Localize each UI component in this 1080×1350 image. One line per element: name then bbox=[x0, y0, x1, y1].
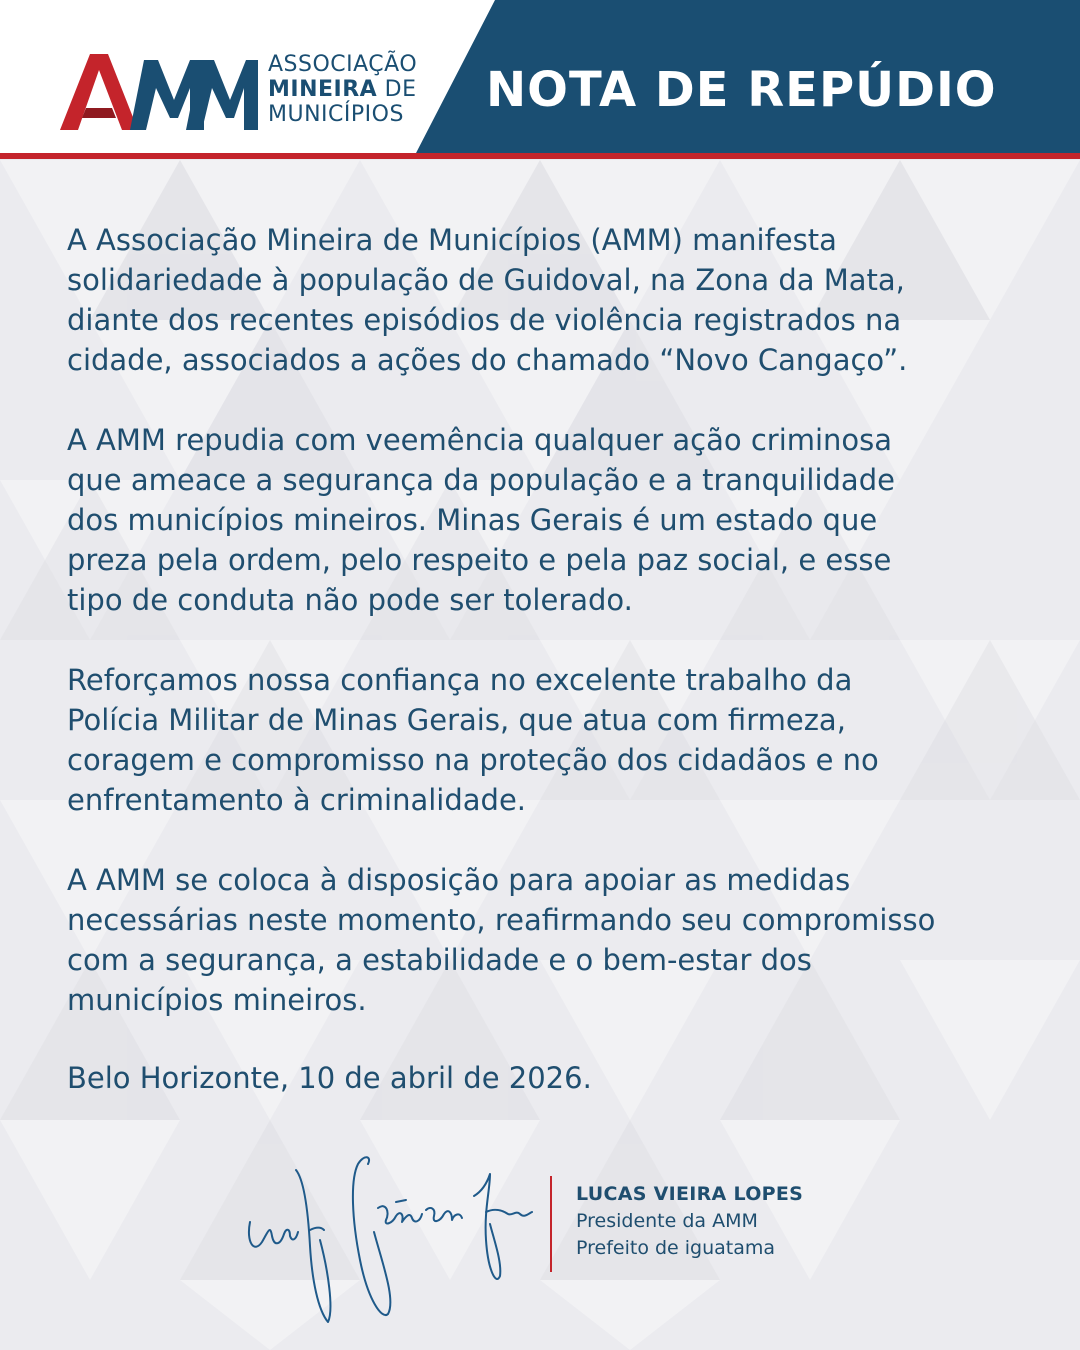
paragraph-line: diante dos recentes episódios de violência registrados na bbox=[67, 303, 902, 337]
signature-divider bbox=[550, 1176, 552, 1272]
paragraph-line: coragem e compromisso na proteção dos cidadãos e no bbox=[67, 743, 879, 777]
paragraph-2 bbox=[67, 420, 1027, 620]
header-red-stripe bbox=[0, 153, 1080, 159]
logo-line-2-rest: DE bbox=[377, 77, 417, 102]
date-line: Belo Horizonte, 10 de abril de 2026. bbox=[67, 1061, 592, 1095]
paragraph-3 bbox=[67, 660, 1027, 820]
paragraph-line: tipo de conduta não pode ser tolerado. bbox=[67, 583, 633, 617]
paragraph-line: necessárias neste momento, reafirmando seu compromisso bbox=[67, 903, 936, 937]
logo-line-3: MUNICÍPIOS bbox=[268, 102, 404, 127]
paragraph-line: cidade, associados a ações do chamado “Novo Cangaço”. bbox=[67, 343, 908, 377]
logo-line-2 bbox=[268, 77, 417, 102]
signer-name: LUCAS VIEIRA LOPES bbox=[576, 1183, 804, 1205]
signer-role-1: Presidente da AMM bbox=[576, 1210, 758, 1232]
paragraph-line: Reforçamos nossa confiança no excelente trabalho da bbox=[67, 663, 853, 697]
paragraph-line: preza pela ordem, pelo respeito e pela paz social, e esse bbox=[67, 543, 892, 577]
paragraph-1 bbox=[67, 220, 1027, 380]
header bbox=[0, 0, 1080, 160]
paragraph-line: Polícia Militar de Minas Gerais, que atua com firmeza, bbox=[67, 703, 846, 737]
paragraph-line: solidariedade à população de Guidoval, na Zona da Mata, bbox=[67, 263, 905, 297]
statement-body bbox=[67, 220, 1027, 1060]
paragraph-line: que ameace a segurança da população e a tranquilidade bbox=[67, 463, 895, 497]
logo-line-1: ASSOCIAÇÃO bbox=[268, 52, 418, 77]
amm-logo-mark-icon bbox=[60, 54, 258, 130]
signer-block bbox=[576, 1180, 803, 1262]
handwritten-signature bbox=[240, 1150, 540, 1330]
paragraph-line: A AMM repudia com veemência qualquer ação criminosa bbox=[67, 423, 893, 457]
amm-logo-wordmark bbox=[268, 52, 417, 127]
paragraph-line: A AMM se coloca à disposição para apoiar as medidas bbox=[67, 863, 851, 897]
logo-line-2-bold: MINEIRA bbox=[268, 77, 378, 102]
paragraph-4 bbox=[67, 860, 1027, 1020]
paragraph-line: dos municípios mineiros. Minas Gerais é um estado que bbox=[67, 503, 878, 537]
signer-role-2: Prefeito de iguatama bbox=[576, 1237, 776, 1259]
paragraph-line: A Associação Mineira de Municípios (AMM) manifesta bbox=[67, 223, 837, 257]
paragraph-line: municípios mineiros. bbox=[67, 983, 367, 1017]
amm-logo bbox=[60, 48, 440, 138]
page-title: NOTA DE REPÚDIO bbox=[486, 62, 997, 118]
paragraph-line: enfrentamento à criminalidade. bbox=[67, 783, 527, 817]
paragraph-line: com a segurança, a estabilidade e o bem-estar dos bbox=[67, 943, 812, 977]
